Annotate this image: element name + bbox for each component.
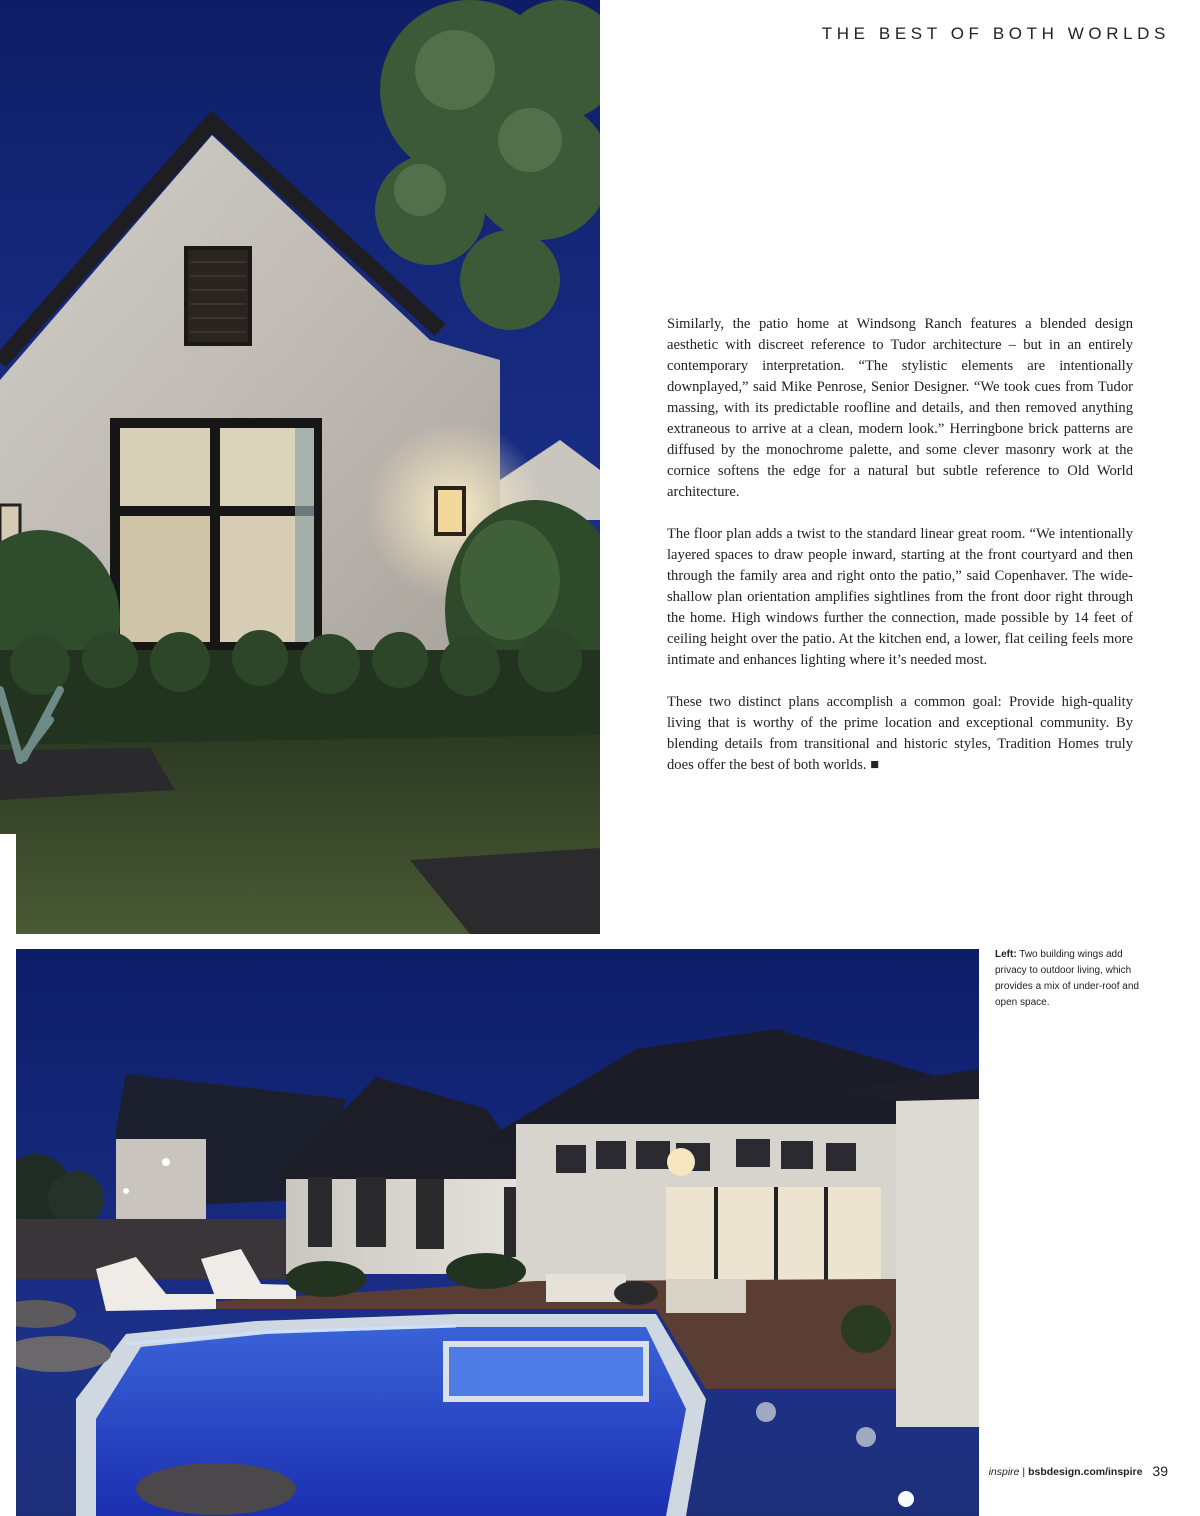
magazine-name: inspire bbox=[988, 1466, 1020, 1478]
caption-label: Left: bbox=[995, 949, 1017, 960]
article-paragraph: These two distinct plans accomplish a common goal: Provide high-quality living that is worthy of the prime location and exceptional community. By blending details from transitional and historic styles, Tradition Homes truly does offer the best of both worlds. ■ bbox=[667, 694, 1133, 773]
photo-backyard-pool bbox=[16, 949, 979, 1516]
article-paragraph: The floor plan adds a twist to the standard linear great room. “We intentionally layered spaces to draw people inward, starting at the front courtyard and then through the family area and right onto the patio,” said Copenhaver. The wide-shallow plan orientation amplifies sightlines from the front door right through the home. High windows further the connection, made possible by 14 feet of ceiling height over the patio. At the kitchen end, a lower, flat ceiling feels more intimate and enhances lighting where it’s needed most. bbox=[667, 526, 1133, 668]
running-head: THE BEST OF BOTH WORLDS bbox=[821, 24, 1170, 43]
photo-house-gable-exterior bbox=[0, 0, 600, 934]
caption-text: Two building wings add privacy to outdoor living, which provides a mix of under-roof and open space. bbox=[995, 949, 1139, 1008]
pool-house-illustration bbox=[16, 949, 979, 1516]
photo-frame-notch bbox=[0, 834, 16, 934]
gable-house-illustration bbox=[0, 0, 600, 934]
page-number: 39 bbox=[1152, 1463, 1168, 1479]
article-paragraph: Similarly, the patio home at Windsong Ranch features a blended design aesthetic with discreet reference to Tudor architecture – but in an entirely contemporary interpretation. “The stylistic elements are intentionally downplayed,” said Mike Penrose, Senior Designer. “We took cues from Tudor massing, with its predictable roofline and details, and then removed anything extraneous to arrive at a clean, modern look.” Herringbone brick patterns are diffused by the monochrome palette, and some clever masonry work at the cornice softens the edge for a natural but subtle reference to Old World architecture. bbox=[667, 316, 1133, 500]
footer-separator: | bbox=[1019, 1466, 1029, 1478]
page-footer bbox=[989, 1463, 1168, 1479]
website-link[interactable]: bsbdesign.com/inspire bbox=[1028, 1466, 1143, 1478]
article-body bbox=[667, 314, 1133, 797]
photo-caption bbox=[995, 947, 1140, 1011]
